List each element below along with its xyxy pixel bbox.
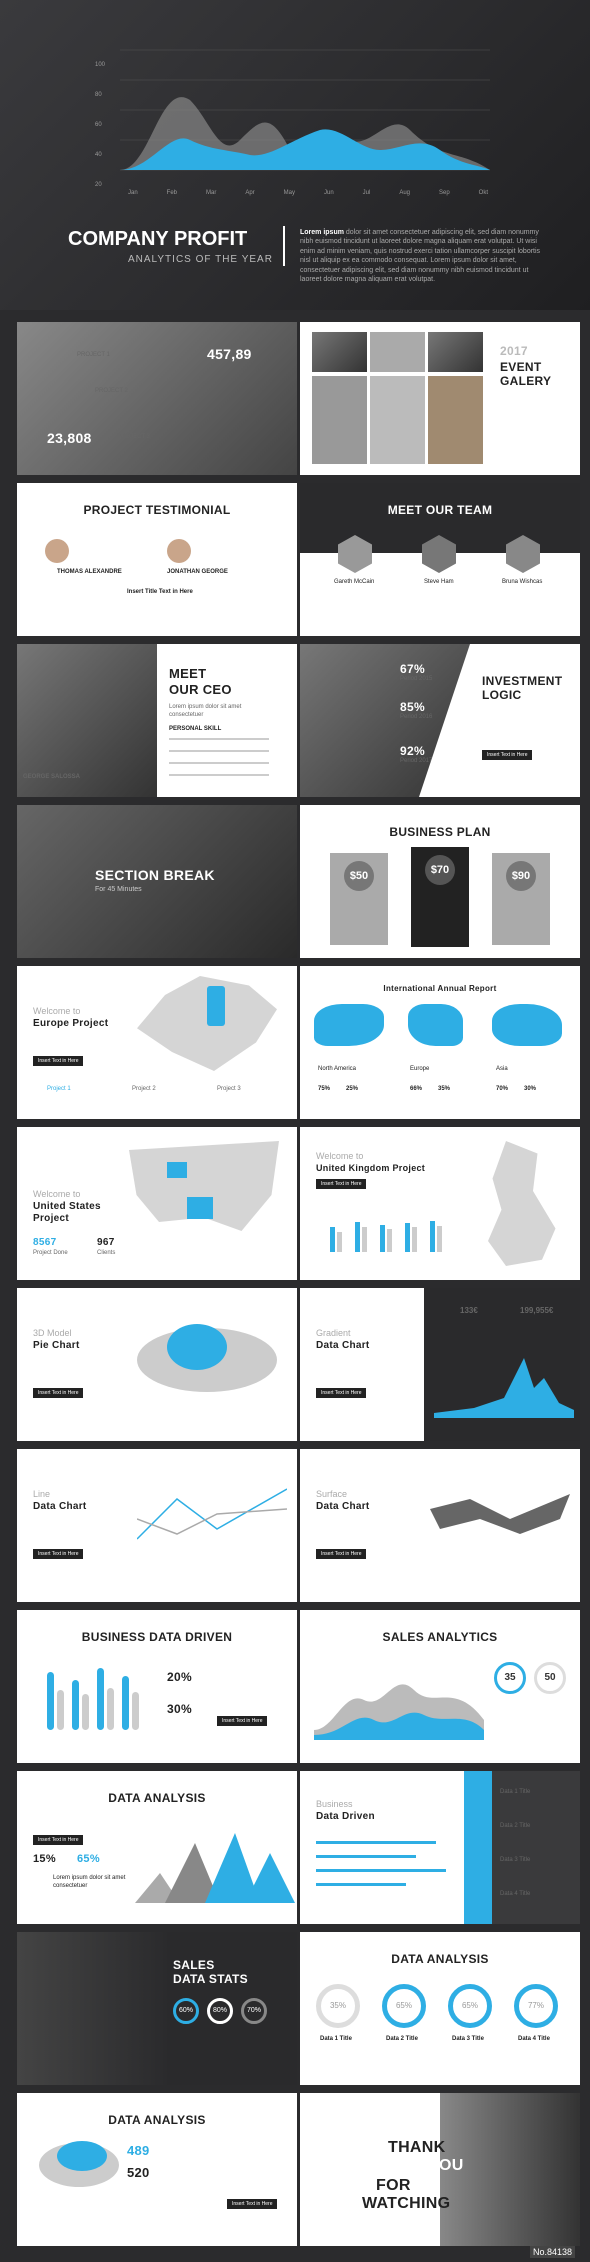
bar [47,1672,54,1730]
stat: 25% [346,1086,359,1092]
slide-title: BUSINESS PLAN [389,825,491,839]
peak-chart [135,1823,295,1903]
project1-label: PROJECT 1 [77,352,110,358]
slide-united-states[interactable] [17,1127,297,1280]
stat-ring: 65% [448,1984,492,2028]
data-title: Data 1 Title [320,2036,352,2042]
bar [380,1225,385,1252]
map-europe [408,1004,463,1046]
skill-bar [169,738,269,740]
slide-title: MEET [169,666,207,681]
stat: 30% [524,1086,537,1092]
thank-text: THANK [388,2139,446,2156]
gradient-area-chart [434,1338,574,1418]
percent-3: 92% [400,744,425,758]
slide-title: INVESTMENT [482,674,563,688]
slide-title: SALES [173,1958,215,1972]
hbar [316,1841,436,1844]
slide-data-analysis-1[interactable] [17,1771,297,1924]
slide-title: Data Driven [316,1811,375,1822]
gallery-photo [428,332,483,372]
gallery-photo [312,332,367,372]
pie-slice [167,1324,227,1370]
slide-title: Europe Project [33,1018,109,1029]
slide-title: DATA ANALYSIS [108,1791,206,1805]
slide-subtitle: 3D Model [33,1328,72,1338]
welcome-text: Welcome to [316,1151,364,1161]
hero-title: COMPANY PROFIT [68,228,248,250]
item-code: No.84138 [530,2246,575,2258]
stat: 75% [318,1086,331,1092]
slide-sales-analytics[interactable] [300,1610,580,1763]
gallery-photo [370,376,425,464]
stat-2: 65% [77,1853,100,1865]
slide-title: Data Chart [33,1501,87,1512]
project-2: Project 2 [132,1086,156,1092]
slide-surface-chart[interactable] [300,1449,580,1602]
stat-ring: 60% [173,1998,199,2024]
price-3: $90 [506,861,536,891]
slide-title: DATA ANALYSIS [108,2113,206,2127]
skill-bar [169,750,269,752]
data-title: Data 3 Title [452,2036,484,2042]
project2-label: PROJECT 2 [95,388,128,394]
person-name: THOMAS ALEXANDRE [57,569,122,575]
stat: 35% [438,1086,451,1092]
hero-paragraph: Lorem ipsum dolor sit amet consectetuer adipiscing elit, sed diam nonummy nibh euismod tincidunt ut laoreet dolore magna aliquam erat volutpat. Ut wisi enim ad minim veniam, quis nostrud exerci tation ullamcorper suscipit lobortis nisl ut aliquip ex ea commodo consequat. Lorem ipsum dolor sit amet, consectetuer adipiscing elit, sed diam nonummy nibh euismod tincidunt ut laoreet dolore magna aliquam erat volutpat. [300,229,541,284]
hbar [316,1869,446,1872]
stat-label: Clients [97,1250,116,1256]
slide-title: United Kingdom Project [316,1163,426,1173]
stat-ring: 70% [241,1998,267,2024]
percent-2: 85% [400,700,425,714]
stat-ring: 65% [382,1984,426,2028]
stat-ring: 50 [534,1662,566,1694]
slide-line-chart[interactable] [17,1449,297,1602]
slide-title: SECTION BREAK [95,867,215,883]
slide-business-data[interactable] [300,1771,580,1924]
data-title: Data 1 Title [500,1789,531,1795]
hero-slide [0,0,590,310]
project3-label: PROJECT 3 [117,434,150,440]
gallery-title-2: GALERY [500,374,552,388]
slide-ceo[interactable] [17,644,297,797]
slide-united-kingdom[interactable] [300,1127,580,1280]
region-label: Europe [410,1066,430,1072]
price-1: $50 [344,861,374,891]
surface-chart [430,1489,570,1539]
welcome-text: Welcome to [33,1189,81,1199]
slide-investment[interactable] [300,644,580,797]
hbar [316,1883,406,1886]
bar [362,1227,367,1252]
stat-1: 457,89 [207,346,252,362]
stat-1: 20% [167,1670,192,1684]
gallery-photo [312,376,367,464]
bar [57,1690,64,1730]
gallery-photo [428,376,483,464]
region-label: North America [318,1066,357,1072]
slide-europe[interactable] [17,966,297,1119]
slide-section-break[interactable] [17,805,297,958]
data-title: Data 2 Title [386,2036,418,2042]
bar [132,1692,139,1730]
ceo-name: GEORGE SALOSSA [23,774,81,780]
welcome-text: Welcome to [33,1006,81,1016]
cta-button[interactable]: Insert Text in Here [33,1835,83,1845]
y-ticks: 100 80 60 40 20 [95,62,106,188]
slide-title: SALES ANALYTICS [382,1630,498,1644]
member-name: Bruna Wishcas [502,579,543,585]
map-highlight [167,1162,187,1178]
data-title: Data 3 Title [500,1857,531,1863]
slide-event-gallery[interactable] [300,322,580,475]
period-3: Period 2017 [400,758,433,764]
stat-ring: 80% [207,1998,233,2024]
slide-title-2: Project [33,1213,70,1224]
data-title: Data 4 Title [518,2036,550,2042]
bar [330,1227,335,1252]
stat-value: 8567 [33,1237,57,1248]
slide-title-2: DATA STATS [173,1972,248,1986]
bar [405,1223,410,1252]
region-label: Asia [496,1066,508,1072]
period-2: Period 2016 [400,714,433,720]
cta-button[interactable]: Insert Text in Here [316,1179,366,1189]
slide-gradient-chart[interactable] [300,1288,580,1441]
gallery-photo [370,332,425,372]
cta-button[interactable]: Insert Text in Here [227,2199,277,2209]
bar [82,1694,89,1730]
slide-data-analysis-2[interactable] [300,1932,580,2085]
desc: Lorem ipsum dolor sit amet consectetuer [53,1875,126,1889]
slide-title: International Annual Report [383,984,497,993]
map-highlight [207,986,225,1026]
member-name: Gareth McCain [334,579,375,585]
slide-business-data-driven[interactable] [17,1610,297,1763]
member-name: Steve Ham [424,579,454,585]
skill-bar [169,774,269,776]
cta-button[interactable]: Insert Text in Here [33,1056,83,1066]
uk-map [470,1141,560,1266]
project-1: Project 1 [47,1086,71,1092]
stat: 70% [496,1086,509,1092]
stat-value: 520 [127,2165,150,2180]
investment-photo [300,644,470,797]
bar [107,1688,114,1730]
person-name: JONATHAN GEORGE [167,569,228,575]
cta-text: Insert Title Text in Here [127,589,193,595]
percent-1: 67% [400,662,425,676]
slide-title: United States [33,1201,101,1212]
bar [437,1226,442,1252]
stat-1: 15% [33,1853,56,1865]
divider [283,226,285,266]
hero-subtitle: ANALYTICS OF THE YEAR [128,254,273,265]
bar [72,1680,79,1730]
stat-ring: 35 [494,1662,526,1694]
slide-title-2: LOGIC [482,688,522,702]
cta-button[interactable]: Insert Text in Here [217,1716,267,1726]
slide-meet-team[interactable] [300,483,580,636]
bar [430,1221,435,1252]
bar [355,1222,360,1252]
stat-label: Project Done [33,1250,68,1256]
line-chart [137,1479,287,1559]
gallery-title: EVENT [500,360,542,374]
cta-button[interactable]: Insert Text in Here [316,1549,366,1559]
stat-2: 23,808 [47,430,92,446]
slide-testimonial[interactable] [17,483,297,636]
slide-subtitle: For 45 Minutes [95,886,142,893]
map-north-america [314,1004,384,1046]
watermark: www.lfx20.com [40,2202,170,2222]
slide-title: BUSINESS DATA DRIVEN [81,1630,233,1644]
period-1: Period 2015 [400,676,433,682]
donut-slice [57,2141,107,2171]
sales-area-chart [314,1660,484,1740]
slide-annual-report[interactable] [300,966,580,1119]
avatar [45,539,69,563]
data-title: Data 4 Title [500,1891,531,1897]
hero-area-chart [80,40,500,200]
slide-business-plan[interactable] [300,805,580,958]
stat-value: 199,955€ [520,1306,554,1315]
bar [387,1229,392,1252]
skill-label: PERSONAL SKILL [169,726,222,732]
map-asia [492,1004,562,1046]
cta-button[interactable]: Insert Text in Here [482,750,532,760]
slide-subtitle: Surface [316,1489,348,1499]
slide-title-2: OUR CEO [169,682,232,697]
cta-button[interactable]: Insert Text in Here [316,1388,366,1398]
ceo-desc: Lorem ipsum dolor sit amet consectetuer [169,704,242,718]
slide-title: Pie Chart [33,1340,80,1351]
slide-thank-you[interactable] [300,2093,580,2246]
slide-sales-stats[interactable] [17,1932,297,2085]
slide-subtitle: Line [33,1489,51,1499]
slide-title: DATA ANALYSIS [391,1952,489,1966]
slide-subtitle: Business [316,1799,353,1809]
avatar [167,539,191,563]
data-title: Data 2 Title [500,1823,531,1829]
map-highlight [187,1197,213,1219]
slide-title: Data Chart [316,1340,370,1351]
stat-ring: 77% [514,1984,558,2028]
price-2: $70 [425,855,455,885]
project-3: Project 3 [217,1086,241,1092]
bar [337,1232,342,1252]
skill-bar [169,762,269,764]
month-labels: Jan Feb Mar Apr May Jun Jul Aug Sep Okt [128,190,488,196]
you-text: YOU [428,2157,464,2174]
slide-office-stats[interactable] [17,322,297,475]
slide-title: MEET OUR TEAM [387,503,493,517]
stat: 66% [410,1086,423,1092]
stat-value: 133€ [460,1306,478,1315]
watching-text: WATCHING [362,2195,451,2212]
stat-value: 967 [97,1237,115,1248]
stat-2: 30% [167,1702,192,1716]
slide-title: Data Chart [316,1501,370,1512]
cta-button[interactable]: Insert Text in Here [33,1388,83,1398]
gallery-year: 2017 [500,344,528,358]
cta-button[interactable]: Insert Text in Here [33,1549,83,1559]
hbar [316,1855,416,1858]
bar [122,1676,129,1730]
slide-data-analysis-3[interactable] [17,2093,297,2246]
slide-subtitle: Gradient [316,1328,351,1338]
slide-title: PROJECT TESTIMONIAL [83,503,231,517]
bar [412,1227,417,1252]
for-text: FOR [376,2177,411,2194]
stat-value: 489 [127,2143,150,2158]
bar [97,1668,104,1730]
slide-3d-pie[interactable] [17,1288,297,1441]
stat-ring: 35% [316,1984,360,2028]
